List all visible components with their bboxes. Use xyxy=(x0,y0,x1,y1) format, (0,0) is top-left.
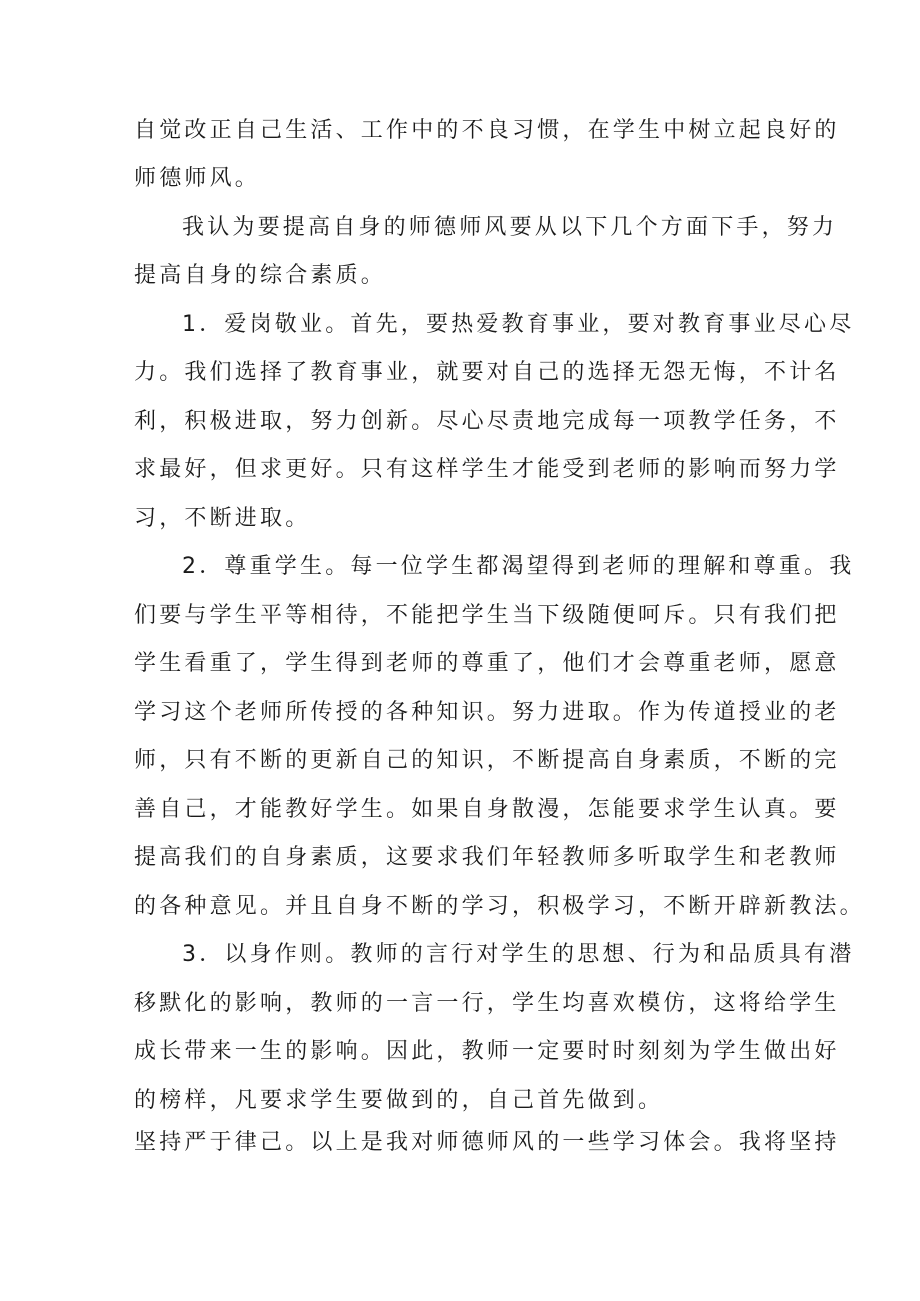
text-line: 的各种意见。并且自身不断的学习，积极学习，不断开辟新教法。 xyxy=(134,894,865,919)
text-line: 移默化的影响，教师的一言一行，学生均喜欢模仿，这将给学生 xyxy=(134,991,840,1016)
text-line: 求最好，但求更好。只有这样学生才能受到老师的影响而努力学 xyxy=(134,457,840,482)
list-item-3-first-line: 3．以身作则。教师的言行对学生的思想、行为和品质具有潜 xyxy=(182,942,855,967)
list-item-2-first-line: 2．尊重学生。每一位学生都渴望得到老师的理解和尊重。我 xyxy=(182,554,855,579)
text-line: 们要与学生平等相待，不能把学生当下级随便呵斥。只有我们把 xyxy=(134,603,840,628)
text-line: 师，只有不断的更新自己的知识，不断提高自身素质，不断的完 xyxy=(134,748,840,773)
text-line: 善自己，才能教好学生。如果自身散漫，怎能要求学生认真。要 xyxy=(134,797,840,822)
text-line: 学生看重了，学生得到老师的尊重了，他们才会尊重老师，愿意 xyxy=(134,651,840,676)
text-line: 提高自身的综合素质。 xyxy=(134,263,387,288)
text-line: 的榜样，凡要求学生要做到的，自己首先做到。 xyxy=(134,1088,664,1113)
list-item-1-first-line: 1．爱岗敬业。首先，要热爱教育事业，要对教育事业尽心尽 xyxy=(182,312,855,337)
paragraph-first-line: 我认为要提高自身的师德师风要从以下几个方面下手，努力 xyxy=(182,215,838,240)
text-line: 习，不断进取。 xyxy=(134,506,311,531)
text-line: 坚持严于律己。以上是我对师德师风的一些学习体会。我将坚持 xyxy=(134,1130,840,1155)
text-line: 力。我们选择了教育事业，就要对自己的选择无怨无悔，不计名 xyxy=(134,360,840,385)
text-line: 学习这个老师所传授的各种知识。努力进取。作为传道授业的老 xyxy=(134,700,840,725)
text-line: 利，积极进取，努力创新。尽心尽责地完成每一项教学任务，不 xyxy=(134,409,840,434)
text-line: 成长带来一生的影响。因此，教师一定要时时刻刻为学生做出好 xyxy=(134,1039,840,1064)
text-line: 师德师风。 xyxy=(134,166,261,191)
text-line: 提高我们的自身素质，这要求我们年轻教师多听取学生和老教师 xyxy=(134,845,840,870)
text-line: 自觉改正自己生活、工作中的不良习惯，在学生中树立起良好的 xyxy=(134,118,840,143)
